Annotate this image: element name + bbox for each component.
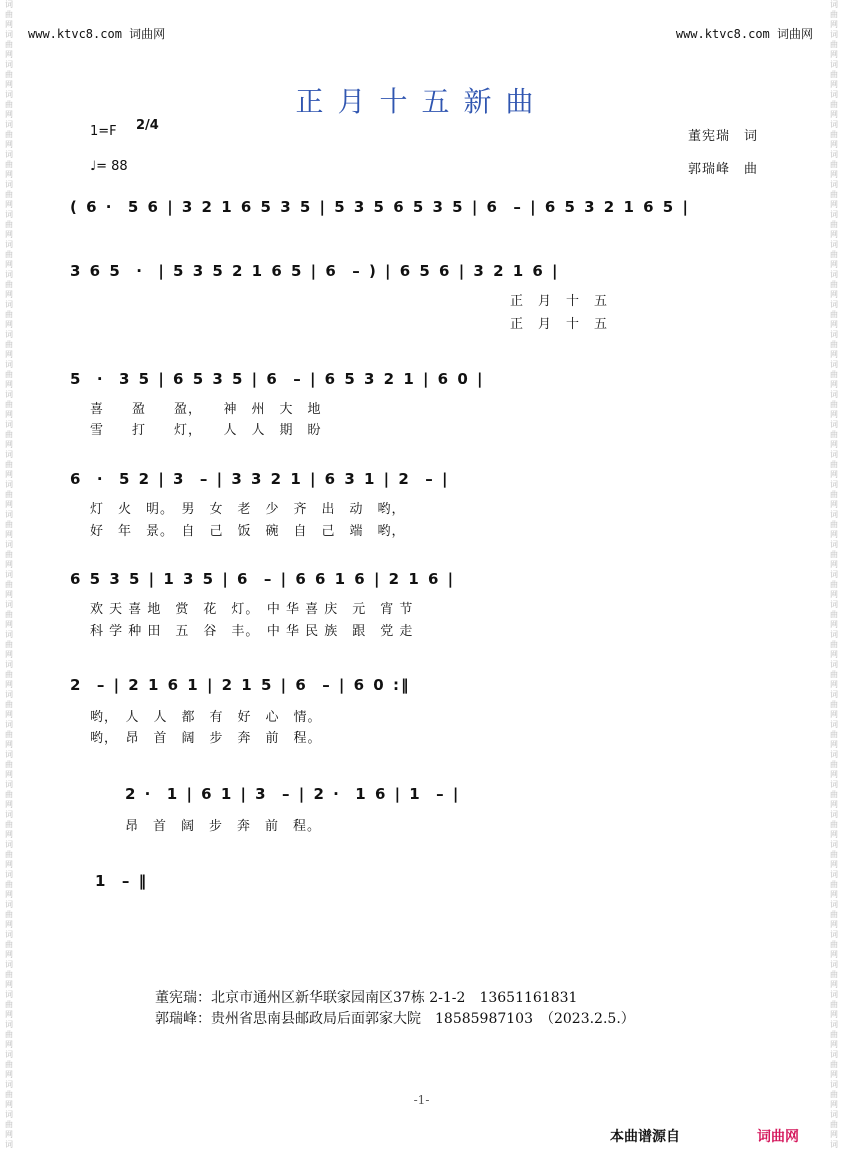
side-watermark-char: 曲: [830, 820, 838, 829]
lyric-verse-2: 好 年 景。 自 己 饭 碗 自 己 端 哟，: [90, 524, 406, 539]
source-label: 本曲谱源自: [610, 1129, 680, 1145]
side-watermark-char: 网: [5, 470, 13, 479]
side-watermark-char: 网: [5, 50, 13, 59]
side-watermark-char: 曲: [5, 940, 13, 949]
side-watermark-char: 曲: [830, 880, 838, 889]
side-watermark-char: 曲: [830, 910, 838, 919]
side-watermark-char: 词: [830, 1110, 838, 1119]
side-watermark-char: 网: [830, 170, 838, 179]
side-watermark-char: 曲: [5, 160, 13, 169]
side-watermark-char: 词: [5, 780, 13, 789]
lyric-verse-2: 哟， 昂 首 阔 步 奔 前 程。: [90, 731, 322, 746]
side-watermark-char: 网: [830, 1070, 838, 1079]
score-line-5: [70, 570, 770, 650]
score-line-6: [70, 676, 770, 756]
side-watermark-char: 词: [5, 480, 13, 489]
side-watermark-char: 词: [830, 450, 838, 459]
side-watermark-char: 曲: [5, 730, 13, 739]
side-watermark-char: 词: [5, 1110, 13, 1119]
side-watermark-char: 曲: [830, 100, 838, 109]
side-watermark-char: 曲: [830, 250, 838, 259]
side-watermark-char: 曲: [5, 820, 13, 829]
side-watermark-char: 网: [5, 860, 13, 869]
score-line-2: [70, 262, 770, 342]
side-watermark-char: 网: [830, 1010, 838, 1019]
lyric-verse-1: 昂 首 阔 步 奔 前 程。: [125, 819, 322, 834]
side-watermark-char: 曲: [830, 1090, 838, 1099]
side-watermark-char: 曲: [5, 880, 13, 889]
side-watermark-left: [2, 0, 16, 1172]
side-watermark-char: 词: [5, 930, 13, 939]
side-watermark-char: 曲: [830, 970, 838, 979]
lyric-verse-1: 正 月 十 五: [510, 294, 609, 309]
tempo-mark: ♩= 88: [90, 159, 128, 174]
side-watermark-char: 曲: [5, 1030, 13, 1039]
side-watermark-char: 词: [830, 480, 838, 489]
side-watermark-char: 曲: [830, 790, 838, 799]
side-watermark-char: 曲: [830, 340, 838, 349]
side-watermark-char: 网: [5, 1100, 13, 1109]
side-watermark-char: 词: [830, 660, 838, 669]
score-notes: 3 6 5 · | 5 3 5 2 1 6 5 | 6 – ) | 6 5 6 | 3 2 1 6 |: [70, 262, 560, 280]
side-watermark-char: 词: [5, 360, 13, 369]
side-watermark-char: 曲: [830, 400, 838, 409]
side-watermark-char: 网: [830, 410, 838, 419]
side-watermark-char: 词: [5, 1140, 13, 1149]
side-watermark-char: 词: [830, 60, 838, 69]
side-watermark-char: 词: [5, 570, 13, 579]
side-watermark-char: 曲: [5, 460, 13, 469]
side-watermark-char: 词: [5, 660, 13, 669]
side-watermark-char: 网: [5, 560, 13, 569]
side-watermark-char: 词: [5, 270, 13, 279]
score-notes: 6 · 5 2 | 3 – | 3 3 2 1 | 6 3 1 | 2 – |: [70, 470, 450, 488]
side-watermark-char: 网: [5, 920, 13, 929]
side-watermark-char: 网: [830, 950, 838, 959]
side-watermark-char: 词: [5, 990, 13, 999]
side-watermark-char: 词: [830, 210, 838, 219]
side-watermark-char: 网: [5, 80, 13, 89]
side-watermark-char: 网: [830, 560, 838, 569]
side-watermark-char: 词: [830, 270, 838, 279]
side-watermark-char: 网: [830, 980, 838, 989]
side-watermark-char: 网: [830, 860, 838, 869]
side-watermark-char: 词: [5, 900, 13, 909]
side-watermark-char: 词: [5, 750, 13, 759]
side-watermark-char: 网: [830, 230, 838, 239]
side-watermark-char: 曲: [830, 610, 838, 619]
side-watermark-char: 词: [830, 960, 838, 969]
side-watermark-char: 词: [830, 540, 838, 549]
side-watermark-char: 网: [5, 440, 13, 449]
side-watermark-char: 曲: [5, 580, 13, 589]
side-watermark-char: 曲: [830, 430, 838, 439]
score-line-8: [95, 872, 295, 902]
side-watermark-char: 网: [830, 500, 838, 509]
side-watermark-char: 曲: [830, 700, 838, 709]
side-watermark-char: 曲: [830, 220, 838, 229]
side-watermark-char: 网: [5, 410, 13, 419]
side-watermark-char: 曲: [5, 130, 13, 139]
side-watermark-char: 词: [830, 930, 838, 939]
side-watermark-char: 网: [830, 1040, 838, 1049]
side-watermark-char: 词: [830, 420, 838, 429]
side-watermark-char: 网: [830, 320, 838, 329]
score-notes: 2 – | 2 1 6 1 | 2 1 5 | 6 – | 6 0 :‖: [70, 676, 411, 694]
lyric-verse-2: 科 学 种 田 五 谷 丰。 中 华 民 族 跟 党 走: [90, 624, 414, 639]
side-watermark-char: 曲: [830, 550, 838, 559]
side-watermark-char: 网: [830, 710, 838, 719]
side-watermark-char: 曲: [5, 340, 13, 349]
lyric-verse-1: 灯 火 明。 男 女 老 少 齐 出 动 哟，: [90, 502, 406, 517]
side-watermark-char: 曲: [830, 520, 838, 529]
source-site-link[interactable]: 词曲网: [757, 1129, 799, 1145]
side-watermark-char: 词: [830, 780, 838, 789]
side-watermark-char: 词: [5, 450, 13, 459]
side-watermark-char: 网: [830, 1100, 838, 1109]
side-watermark-char: 网: [830, 20, 838, 29]
side-watermark-char: 网: [830, 650, 838, 659]
side-watermark-char: 曲: [830, 160, 838, 169]
side-watermark-char: 网: [830, 140, 838, 149]
side-watermark-char: 网: [830, 770, 838, 779]
side-watermark-char: 网: [5, 830, 13, 839]
side-watermark-char: 曲: [5, 910, 13, 919]
side-watermark-char: 曲: [5, 310, 13, 319]
side-watermark-char: 词: [830, 990, 838, 999]
side-watermark-char: 曲: [830, 490, 838, 499]
side-watermark-char: 词: [5, 1080, 13, 1089]
side-watermark-char: 曲: [830, 1060, 838, 1069]
site-label-right: www.ktvc8.com 词曲网: [675, 27, 813, 41]
side-watermark-char: 词: [830, 840, 838, 849]
score-notes: ( 6 · 5 6 | 3 2 1 6 5 3 5 | 5 3 5 6 5 3 5 | 6 – | 6 5 3 2 1 6 5 |: [70, 198, 690, 216]
side-watermark-char: 网: [5, 950, 13, 959]
lyric-verse-1: 喜 盈 盈， 神 州 大 地: [90, 402, 322, 417]
side-watermark-char: 曲: [5, 700, 13, 709]
side-watermark-char: 词: [5, 840, 13, 849]
side-watermark-char: 网: [830, 470, 838, 479]
side-watermark-char: 曲: [830, 370, 838, 379]
side-watermark-char: 词: [5, 510, 13, 519]
side-watermark-char: 曲: [5, 1060, 13, 1069]
footer-contact-2: 郭瑞峰：贵州省思南县邮政局后面郭家大院 18585987103 （2023.2.5.）: [155, 1011, 635, 1027]
side-watermark-char: 曲: [5, 520, 13, 529]
side-watermark-char: 词: [830, 360, 838, 369]
side-watermark-char: 词: [830, 90, 838, 99]
side-watermark-char: 网: [830, 800, 838, 809]
side-watermark-char: 网: [5, 200, 13, 209]
side-watermark-char: 词: [830, 720, 838, 729]
side-watermark-char: 词: [5, 630, 13, 639]
side-watermark-char: 网: [5, 770, 13, 779]
side-watermark-char: 曲: [830, 70, 838, 79]
side-watermark-char: 词: [830, 390, 838, 399]
side-watermark-char: 网: [5, 1130, 13, 1139]
side-watermark-char: 曲: [830, 40, 838, 49]
page-number: -1-: [413, 1093, 430, 1107]
side-watermark-char: 词: [830, 870, 838, 879]
side-watermark-char: 网: [5, 140, 13, 149]
side-watermark-char: 曲: [5, 1120, 13, 1129]
side-watermark-char: 词: [5, 30, 13, 39]
score-notes: 6 5 3 5 | 1 3 5 | 6 – | 6 6 1 6 | 2 1 6 |: [70, 570, 456, 588]
side-watermark-char: 网: [830, 380, 838, 389]
side-watermark-char: 曲: [5, 10, 13, 19]
side-watermark-char: 词: [5, 390, 13, 399]
time-signature: 2/4: [136, 118, 159, 133]
side-watermark-char: 词: [830, 900, 838, 909]
side-watermark-char: 曲: [830, 1120, 838, 1129]
side-watermark-char: 网: [5, 260, 13, 269]
score-notes: 5 · 3 5 | 6 5 3 5 | 6 – | 6 5 3 2 1 | 6 0 |: [70, 370, 485, 388]
side-watermark-char: 曲: [830, 310, 838, 319]
side-watermark-char: 网: [5, 170, 13, 179]
side-watermark-char: 词: [5, 210, 13, 219]
side-watermark-char: 网: [5, 380, 13, 389]
score-notes: 2 · 1 | 6 1 | 3 – | 2 · 1 6 | 1 – |: [125, 785, 461, 803]
side-watermark-char: 词: [5, 1050, 13, 1059]
side-watermark-char: 网: [5, 350, 13, 359]
side-watermark-char: 曲: [5, 220, 13, 229]
side-watermark-char: 曲: [830, 1000, 838, 1009]
side-watermark-char: 曲: [5, 70, 13, 79]
composer-credit: 郭瑞峰 曲: [687, 162, 758, 177]
side-watermark-char: 网: [5, 650, 13, 659]
side-watermark-char: 词: [830, 240, 838, 249]
side-watermark-char: 词: [5, 0, 13, 9]
footer-contact-1: 董宪瑞：北京市通州区新华联家园南区37栋 2-1-2 13651161831: [155, 990, 578, 1006]
side-watermark-char: 曲: [5, 1000, 13, 1009]
side-watermark-char: 词: [5, 540, 13, 549]
side-watermark-char: 曲: [5, 400, 13, 409]
side-watermark-char: 词: [5, 330, 13, 339]
side-watermark-char: 词: [5, 870, 13, 879]
side-watermark-char: 词: [5, 240, 13, 249]
side-watermark-char: 词: [5, 180, 13, 189]
side-watermark-char: 词: [5, 720, 13, 729]
side-watermark-char: 曲: [5, 370, 13, 379]
side-watermark-char: 曲: [5, 760, 13, 769]
side-watermark-char: 网: [830, 350, 838, 359]
side-watermark-char: 词: [830, 330, 838, 339]
side-watermark-char: 网: [830, 1130, 838, 1139]
side-watermark-char: 曲: [830, 940, 838, 949]
side-watermark-right: [827, 0, 841, 1172]
side-watermark-char: 网: [5, 710, 13, 719]
side-watermark-char: 曲: [5, 550, 13, 559]
side-watermark-char: 网: [5, 290, 13, 299]
side-watermark-char: 网: [5, 500, 13, 509]
side-watermark-char: 词: [830, 1080, 838, 1089]
side-watermark-char: 曲: [5, 790, 13, 799]
side-watermark-char: 网: [830, 80, 838, 89]
side-watermark-char: 网: [5, 740, 13, 749]
site-label-left: www.ktvc8.com 词曲网: [28, 27, 166, 41]
side-watermark-char: 词: [5, 120, 13, 129]
side-watermark-char: 词: [5, 810, 13, 819]
score-line-4: [70, 470, 770, 550]
side-watermark-char: 网: [830, 890, 838, 899]
side-watermark-char: 曲: [830, 580, 838, 589]
side-watermark-char: 曲: [830, 130, 838, 139]
side-watermark-char: 词: [5, 1020, 13, 1029]
lyric-verse-2: 正 月 十 五: [510, 317, 609, 332]
side-watermark-char: 词: [830, 600, 838, 609]
side-watermark-char: 曲: [830, 460, 838, 469]
side-watermark-char: 词: [830, 30, 838, 39]
side-watermark-char: 网: [5, 1070, 13, 1079]
side-watermark-char: 网: [5, 530, 13, 539]
side-watermark-char: 曲: [5, 100, 13, 109]
side-watermark-char: 曲: [830, 190, 838, 199]
side-watermark-char: 网: [5, 20, 13, 29]
side-watermark-char: 词: [5, 60, 13, 69]
side-watermark-char: 网: [830, 830, 838, 839]
side-watermark-char: 网: [5, 320, 13, 329]
side-watermark-char: 词: [5, 150, 13, 159]
side-watermark-char: 曲: [5, 280, 13, 289]
key-signature: 1=F: [90, 124, 117, 139]
side-watermark-char: 网: [830, 200, 838, 209]
side-watermark-char: 词: [830, 300, 838, 309]
side-watermark-char: 曲: [830, 1030, 838, 1039]
side-watermark-char: 网: [830, 590, 838, 599]
side-watermark-char: 曲: [830, 10, 838, 19]
side-watermark-char: 曲: [5, 430, 13, 439]
side-watermark-char: 曲: [5, 490, 13, 499]
side-watermark-char: 曲: [5, 640, 13, 649]
side-watermark-char: 网: [830, 680, 838, 689]
side-watermark-char: 曲: [830, 280, 838, 289]
side-watermark-char: 词: [830, 630, 838, 639]
side-watermark-char: 曲: [830, 640, 838, 649]
side-watermark-char: 曲: [5, 970, 13, 979]
side-watermark-char: 网: [5, 1010, 13, 1019]
side-watermark-char: 网: [830, 620, 838, 629]
score-notes: 1 – ‖: [95, 872, 149, 890]
side-watermark-char: 曲: [830, 850, 838, 859]
side-watermark-char: 词: [5, 960, 13, 969]
lyric-verse-2: 雪 打 灯， 人 人 期 盼: [90, 423, 322, 438]
side-watermark-char: 网: [830, 740, 838, 749]
side-watermark-char: 曲: [830, 760, 838, 769]
side-watermark-char: 词: [830, 1140, 838, 1149]
side-watermark-char: 词: [830, 690, 838, 699]
side-watermark-char: 词: [5, 600, 13, 609]
side-watermark-char: 曲: [830, 730, 838, 739]
side-watermark-char: 曲: [5, 190, 13, 199]
side-watermark-char: 网: [5, 800, 13, 809]
side-watermark-char: 词: [830, 750, 838, 759]
side-watermark-char: 曲: [5, 1090, 13, 1099]
side-watermark-char: 网: [830, 290, 838, 299]
side-watermark-char: 曲: [5, 40, 13, 49]
lyric-verse-1: 欢 天 喜 地 赏 花 灯。 中 华 喜 庆 元 宵 节: [90, 602, 414, 617]
song-title: 正月十五新曲: [295, 85, 548, 118]
side-watermark-char: 词: [830, 1020, 838, 1029]
side-watermark-char: 曲: [5, 610, 13, 619]
side-watermark-char: 网: [5, 1040, 13, 1049]
lyric-verse-1: 哟， 人 人 都 有 好 心 情。: [90, 710, 322, 725]
side-watermark-char: 网: [830, 920, 838, 929]
side-watermark-char: 词: [830, 510, 838, 519]
side-watermark-char: 网: [830, 530, 838, 539]
score-line-7: [125, 785, 765, 845]
lyricist-credit: 董宪瑞 词: [687, 129, 758, 144]
side-watermark-char: 曲: [830, 670, 838, 679]
side-watermark-char: 词: [5, 300, 13, 309]
score-line-3: [70, 370, 770, 450]
side-watermark-char: 网: [5, 620, 13, 629]
side-watermark-char: 词: [5, 90, 13, 99]
side-watermark-char: 曲: [5, 850, 13, 859]
side-watermark-char: 网: [830, 110, 838, 119]
side-watermark-char: 网: [830, 50, 838, 59]
side-watermark-char: 曲: [5, 250, 13, 259]
side-watermark-char: 词: [830, 1050, 838, 1059]
side-watermark-char: 词: [830, 150, 838, 159]
side-watermark-char: 词: [830, 570, 838, 579]
side-watermark-char: 词: [830, 120, 838, 129]
side-watermark-char: 词: [5, 420, 13, 429]
side-watermark-char: 网: [5, 680, 13, 689]
side-watermark-char: 网: [830, 260, 838, 269]
side-watermark-char: 网: [5, 890, 13, 899]
side-watermark-char: 网: [5, 110, 13, 119]
side-watermark-char: 词: [830, 180, 838, 189]
side-watermark-char: 词: [830, 0, 838, 9]
score-line-1: [70, 198, 770, 228]
side-watermark-char: 网: [5, 980, 13, 989]
side-watermark-char: 网: [5, 590, 13, 599]
side-watermark-char: 网: [5, 230, 13, 239]
side-watermark-char: 网: [830, 440, 838, 449]
side-watermark-char: 词: [5, 690, 13, 699]
side-watermark-char: 曲: [5, 670, 13, 679]
side-watermark-char: 词: [830, 810, 838, 819]
